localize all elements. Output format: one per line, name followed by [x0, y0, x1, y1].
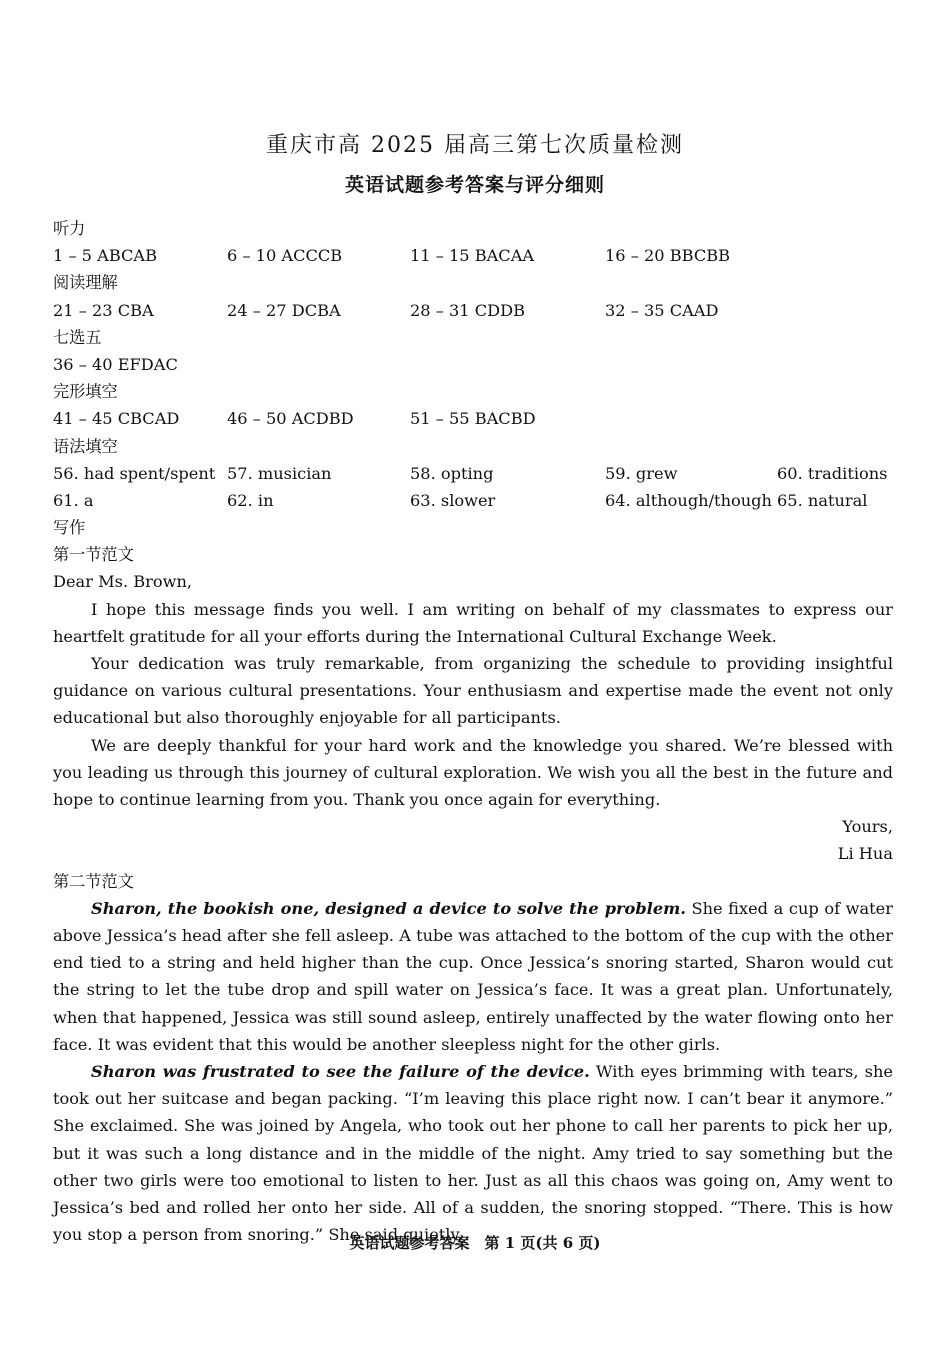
grammar-answers-row-2	[53, 487, 893, 514]
answer-group: 6 – 10 ACCCB	[227, 246, 343, 266]
letter-paragraph: Your dedication was truly remarkable, from organizing the schedule to providing insightful guidance on various cultural presentations. Your enthusiasm and expertise made the event not only educational but also thoroughly enjoyable for all participants.	[53, 654, 893, 728]
grammar-answer: 57. musician	[227, 463, 332, 483]
grammar-answer: 62. in	[227, 490, 274, 510]
answer-group: 28 – 31 CDDB	[410, 300, 525, 320]
answer-group: 46 – 50 ACDBD	[227, 409, 354, 429]
writing-heading: 写作	[53, 518, 86, 538]
listening-heading: 听力	[53, 219, 86, 238]
story-paragraph	[53, 895, 893, 1058]
story-paragraph	[53, 1058, 893, 1248]
grammar-answer: 63. slower	[410, 490, 496, 510]
reading-heading: 阅读理解	[53, 273, 118, 293]
grammar-heading: 语法填空	[53, 436, 118, 456]
paragraph-body: With eyes brimming with tears, she took out her suitcase and began packing. “I’m leaving this place right now. I can’t bear it anymore.” She exclaimed. She was joined by Angela, who took out her phone to call her parents to pick her up, but it was such a long distance and in the middle of the night. Amy tried to say something but the other two girls were too emotional to listen to her. Just as all this chaos was going on, Amy went to Jessica’s bed and rolled her onto her side. All of a sudden, the snoring stopped. “There. This is how you stop a person from snoring.” She said quietly.	[53, 1062, 893, 1245]
paragraph-lead-sentence: Sharon was frustrated to see the failure of the device.	[91, 1062, 590, 1082]
answer-group: 32 – 35 CAAD	[605, 300, 719, 320]
page-subtitle: 英语试题参考答案与评分细则	[344, 174, 605, 196]
seven-five-answers	[53, 351, 893, 378]
answer-group: 1 – 5 ABCAB	[53, 246, 157, 266]
reading-answers	[53, 297, 893, 324]
letter-greeting: Dear Ms. Brown,	[53, 572, 193, 592]
paragraph-lead-sentence: Sharon, the bookish one, designed a device to solve the problem.	[91, 898, 686, 918]
grammar-answer: 60. traditions	[777, 463, 888, 483]
listening-answers	[53, 242, 893, 269]
letter-closing: Yours,	[842, 817, 893, 837]
cloze-heading: 完形填空	[53, 382, 118, 402]
grammar-answer: 65. natural	[777, 490, 868, 510]
seven-five-heading: 七选五	[53, 327, 102, 347]
paragraph-body: She fixed a cup of water above Jessica’s head after she fell asleep. A tube was attached to the bottom of the cup with the other end tied to a string and held higher than the cup. Once Jessica’s snoring started, Sharon would cut the string to let the tube drop and spill water on Jessica’s face. It was a great plan. Unfortunately, when that happened, Jessica was still sound asleep, entirely unaffected by the water flowing onto her face. It was evident that this would be another sleepless night for the other girls.	[53, 898, 893, 1054]
grammar-answer: 56. had spent/spent	[53, 463, 216, 483]
letter-paragraph: We are deeply thankful for your hard work and the knowledge you shared. We’re blessed with you leading us through this journey of cultural exploration. We wish you all the best in the future and hope to continue learning from you. Thank you once again for everything.	[53, 735, 893, 810]
page-footer: 英语试题参考答案 第 1 页(共 6 页)	[349, 1234, 601, 1252]
answer-group: 24 – 27 DCBA	[227, 300, 341, 320]
grammar-answer: 58. opting	[410, 463, 494, 483]
answer-group: 21 – 23 CBA	[53, 300, 154, 320]
answer-group: 16 – 20 BBCBB	[605, 246, 730, 266]
letter-signature: Li Hua	[837, 844, 893, 864]
grammar-answer: 59. grew	[605, 463, 678, 483]
page-title: 重庆市高 2025 届高三第七次质量检测	[266, 133, 684, 158]
answer-group: 11 – 15 BACAA	[410, 246, 535, 266]
grammar-answers-row-1	[53, 460, 893, 487]
cloze-answers	[53, 405, 893, 432]
grammar-answer: 61. a	[53, 490, 94, 510]
letter-paragraph: I hope this message finds you well. I am writing on behalf of my classmates to express our heartfelt gratitude for all your efforts during the International Cultural Exchange Week.	[53, 599, 893, 646]
writing-section-1-heading: 第一节范文	[53, 545, 134, 565]
writing-section-2-heading: 第二节范文	[53, 871, 134, 891]
answer-group: 36 – 40 EFDAC	[53, 354, 178, 374]
answer-content	[53, 215, 893, 1249]
answer-group: 51 – 55 BACBD	[410, 409, 536, 429]
grammar-answer: 64. although/though	[605, 490, 772, 510]
answer-group: 41 – 45 CBCAD	[53, 409, 180, 429]
